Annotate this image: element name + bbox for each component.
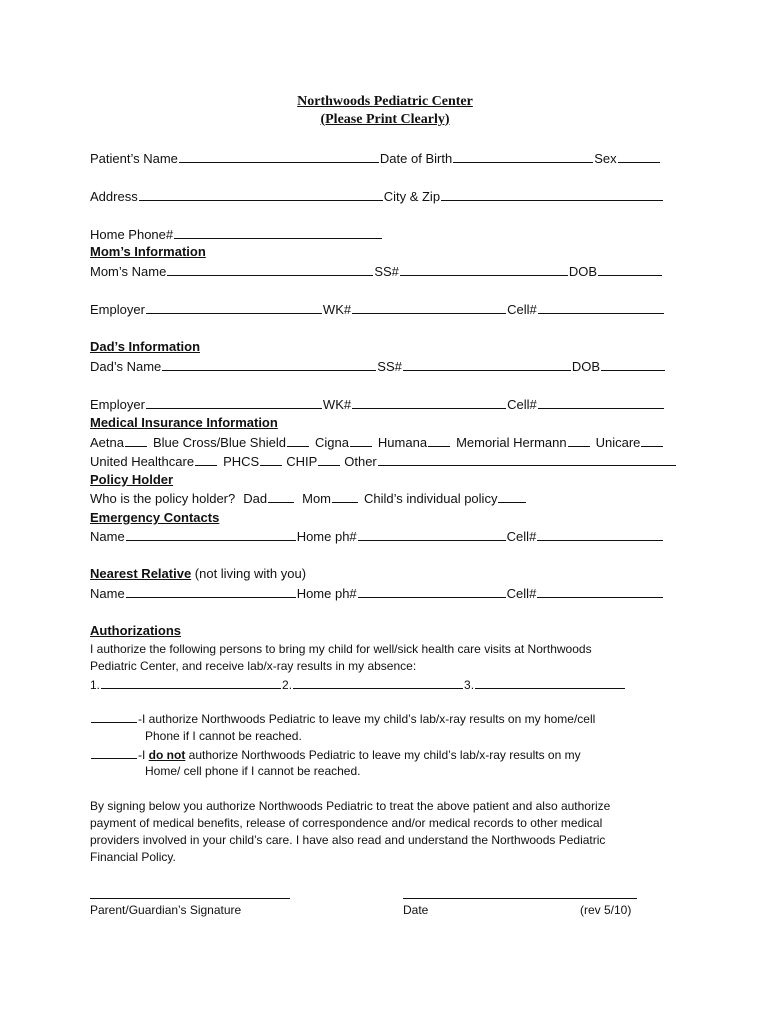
emergency-cell-field[interactable]	[537, 528, 663, 541]
dad-row-2	[90, 396, 665, 413]
auth-option-1-text: -I authorize Northwoods Pediatric to leave my child’s lab/x-ray results on my home/cell	[138, 712, 596, 726]
policy-mom-label: Mom	[302, 491, 331, 506]
auth-person-2-label: 2.	[282, 678, 293, 692]
auth-option-2-initial[interactable]	[91, 746, 137, 759]
insurance-heading-row	[90, 415, 278, 431]
auth-person-2-field[interactable]	[293, 676, 463, 689]
policy-dad-label: Dad	[243, 491, 268, 506]
insurance-option-memorial: Memorial Hermann	[456, 435, 567, 450]
patient-row-1	[90, 150, 661, 167]
patient-row-3	[90, 226, 383, 243]
policy-heading: Policy Holder	[90, 472, 174, 487]
mom-dob-label: DOB	[568, 264, 598, 279]
relative-heading: Nearest Relative	[90, 566, 192, 581]
emergency-cell-label: Cell#	[506, 529, 537, 544]
auth-heading-row	[90, 623, 181, 639]
humana-check[interactable]	[428, 434, 450, 447]
insurance-option-humana: Humana	[377, 435, 428, 450]
cigna-check[interactable]	[350, 434, 372, 447]
auth-text-2: Pediatric Center, and receive lab/x-ray results in my absence:	[90, 659, 417, 673]
relative-heading-row	[90, 566, 306, 582]
dad-dob-field[interactable]	[601, 358, 665, 371]
sex-field[interactable]	[618, 150, 660, 163]
dad-heading: Dad’s Information	[90, 339, 201, 354]
relative-name-field[interactable]	[126, 585, 296, 598]
emergency-row	[90, 528, 664, 545]
mom-cell-label: Cell#	[507, 302, 537, 317]
address-field[interactable]	[139, 188, 383, 201]
patient-name-label: Patient’s Name	[90, 151, 178, 166]
insurance-option-chip: CHIP	[286, 454, 318, 469]
relative-cell-field[interactable]	[537, 585, 663, 598]
dad-cell-field[interactable]	[538, 396, 664, 409]
mom-employer-field[interactable]	[146, 301, 322, 314]
emergency-heading-row	[90, 510, 219, 526]
form-subtitle: (Please Print Clearly)	[320, 112, 450, 127]
auth-persons-row	[90, 676, 626, 693]
auth-option-2-prefix: -I	[138, 748, 149, 762]
insurance-row-2	[90, 453, 677, 470]
auth-option-2-row	[90, 746, 581, 763]
insurance-option-uhc: United Healthcare	[90, 454, 195, 469]
emergency-name-label: Name	[90, 529, 125, 544]
phcs-check[interactable]	[260, 453, 282, 466]
mom-dob-field[interactable]	[598, 263, 662, 276]
auth-option-2-text: authorize Northwoods Pediatric to leave my child’s lab/x-ray results on my	[185, 748, 581, 762]
sex-label: Sex	[594, 151, 617, 166]
auth-option-2-text-2: Home/ cell phone if I cannot be reached.	[145, 764, 361, 778]
dad-heading-row	[90, 339, 200, 355]
mom-name-label: Mom’s Name	[90, 264, 167, 279]
policy-child-label: Child’s individual policy	[364, 491, 498, 506]
dad-employer-field[interactable]	[146, 396, 322, 409]
policy-mom-check[interactable]	[332, 490, 358, 503]
memorial-check[interactable]	[568, 434, 590, 447]
revision-label: (rev 5/10)	[580, 903, 632, 917]
consent-line-2: payment of medical benefits, release of correspondence and/or medical records to other medical	[90, 816, 603, 830]
mom-wk-field[interactable]	[352, 301, 506, 314]
other-field[interactable]	[378, 453, 676, 466]
insurance-row-1	[90, 434, 664, 451]
policy-row	[90, 490, 527, 507]
chip-check[interactable]	[318, 453, 340, 466]
mom-heading: Mom’s Information	[90, 244, 206, 259]
relative-home-label: Home ph#	[296, 586, 357, 601]
patient-name-field[interactable]	[179, 150, 379, 163]
mom-row-2	[90, 301, 665, 318]
address-label: Address	[90, 189, 138, 204]
form-title: Northwoods Pediatric Center	[297, 94, 473, 109]
dad-name-label: Dad’s Name	[90, 359, 162, 374]
mom-row-1	[90, 263, 663, 280]
auth-option-1-text-2: Phone if I cannot be reached.	[145, 729, 302, 743]
relative-home-field[interactable]	[358, 585, 506, 598]
auth-option-1-initial[interactable]	[91, 710, 137, 723]
insurance-option-unicare: Unicare	[595, 435, 641, 450]
mom-heading-row	[90, 244, 206, 260]
relative-note: (not living with you)	[191, 566, 307, 581]
dad-ss-label: SS#	[377, 359, 402, 374]
emergency-home-label: Home ph#	[296, 529, 357, 544]
insurance-option-phcs: PHCS	[223, 454, 260, 469]
city-zip-label: City & Zip	[383, 189, 441, 204]
insurance-option-bcbs: Blue Cross/Blue Shield	[152, 435, 286, 450]
consent-line-3: providers involved in your child’s care. I have also read and understand the Northwoods Pediatric	[90, 833, 606, 847]
unicare-check[interactable]	[641, 434, 663, 447]
insurance-option-aetna: Aetna	[90, 435, 124, 450]
mom-ss-label: SS#	[374, 264, 399, 279]
home-phone-field[interactable]	[174, 226, 382, 239]
auth-person-1-field[interactable]	[101, 676, 281, 689]
mom-ss-field[interactable]	[400, 263, 568, 276]
insurance-option-cigna: Cigna	[314, 435, 349, 450]
date-field[interactable]	[403, 897, 637, 899]
auth-option-1-row	[90, 710, 595, 727]
patient-row-2	[90, 188, 664, 205]
relative-cell-label: Cell#	[506, 586, 537, 601]
signature-field[interactable]	[90, 897, 290, 899]
relative-name-label: Name	[90, 586, 125, 601]
auth-person-1-label: 1.	[90, 678, 101, 692]
policy-child-check[interactable]	[498, 490, 526, 503]
signature-label: Parent/Guardian’s Signature	[90, 903, 242, 917]
date-label: Date	[403, 903, 429, 917]
mom-name-field[interactable]	[167, 263, 373, 276]
auth-heading: Authorizations	[90, 623, 181, 638]
dad-cell-label: Cell#	[507, 397, 537, 412]
bcbs-check[interactable]	[287, 434, 309, 447]
city-zip-field[interactable]	[441, 188, 663, 201]
uhc-check[interactable]	[195, 453, 217, 466]
mom-employer-label: Employer	[90, 302, 145, 317]
emergency-heading: Emergency Contacts	[90, 510, 220, 525]
aetna-check[interactable]	[125, 434, 147, 447]
emergency-name-field[interactable]	[126, 528, 296, 541]
dad-wk-field[interactable]	[352, 396, 506, 409]
auth-text-1: I authorize the following persons to bring my child for well/sick health care visits at Northwoods	[90, 642, 592, 656]
home-phone-label: Home Phone#	[90, 227, 174, 242]
dad-employer-label: Employer	[90, 397, 145, 412]
policy-dad-check[interactable]	[268, 490, 294, 503]
dad-ss-field[interactable]	[403, 358, 571, 371]
dad-dob-label: DOB	[571, 359, 601, 374]
policy-heading-row	[90, 472, 173, 488]
dad-wk-label: WK#	[322, 397, 352, 412]
emergency-home-field[interactable]	[358, 528, 506, 541]
auth-person-3-field[interactable]	[475, 676, 625, 689]
auth-option-2-bold: do not	[148, 748, 186, 762]
dad-name-field[interactable]	[162, 358, 376, 371]
consent-line-4: Financial Policy.	[90, 850, 176, 864]
consent-line-1: By signing below you authorize Northwoods Pediatric to treat the above patient and also authorize	[90, 799, 611, 813]
auth-person-3-label: 3.	[464, 678, 475, 692]
insurance-heading: Medical Insurance Information	[90, 415, 278, 430]
mom-wk-label: WK#	[322, 302, 352, 317]
dob-field[interactable]	[453, 150, 593, 163]
insurance-option-other: Other	[344, 454, 377, 469]
policy-question: Who is the policy holder?	[90, 491, 236, 506]
dad-row-1	[90, 358, 666, 375]
mom-cell-field[interactable]	[538, 301, 664, 314]
relative-row	[90, 585, 664, 602]
dob-label: Date of Birth	[379, 151, 453, 166]
